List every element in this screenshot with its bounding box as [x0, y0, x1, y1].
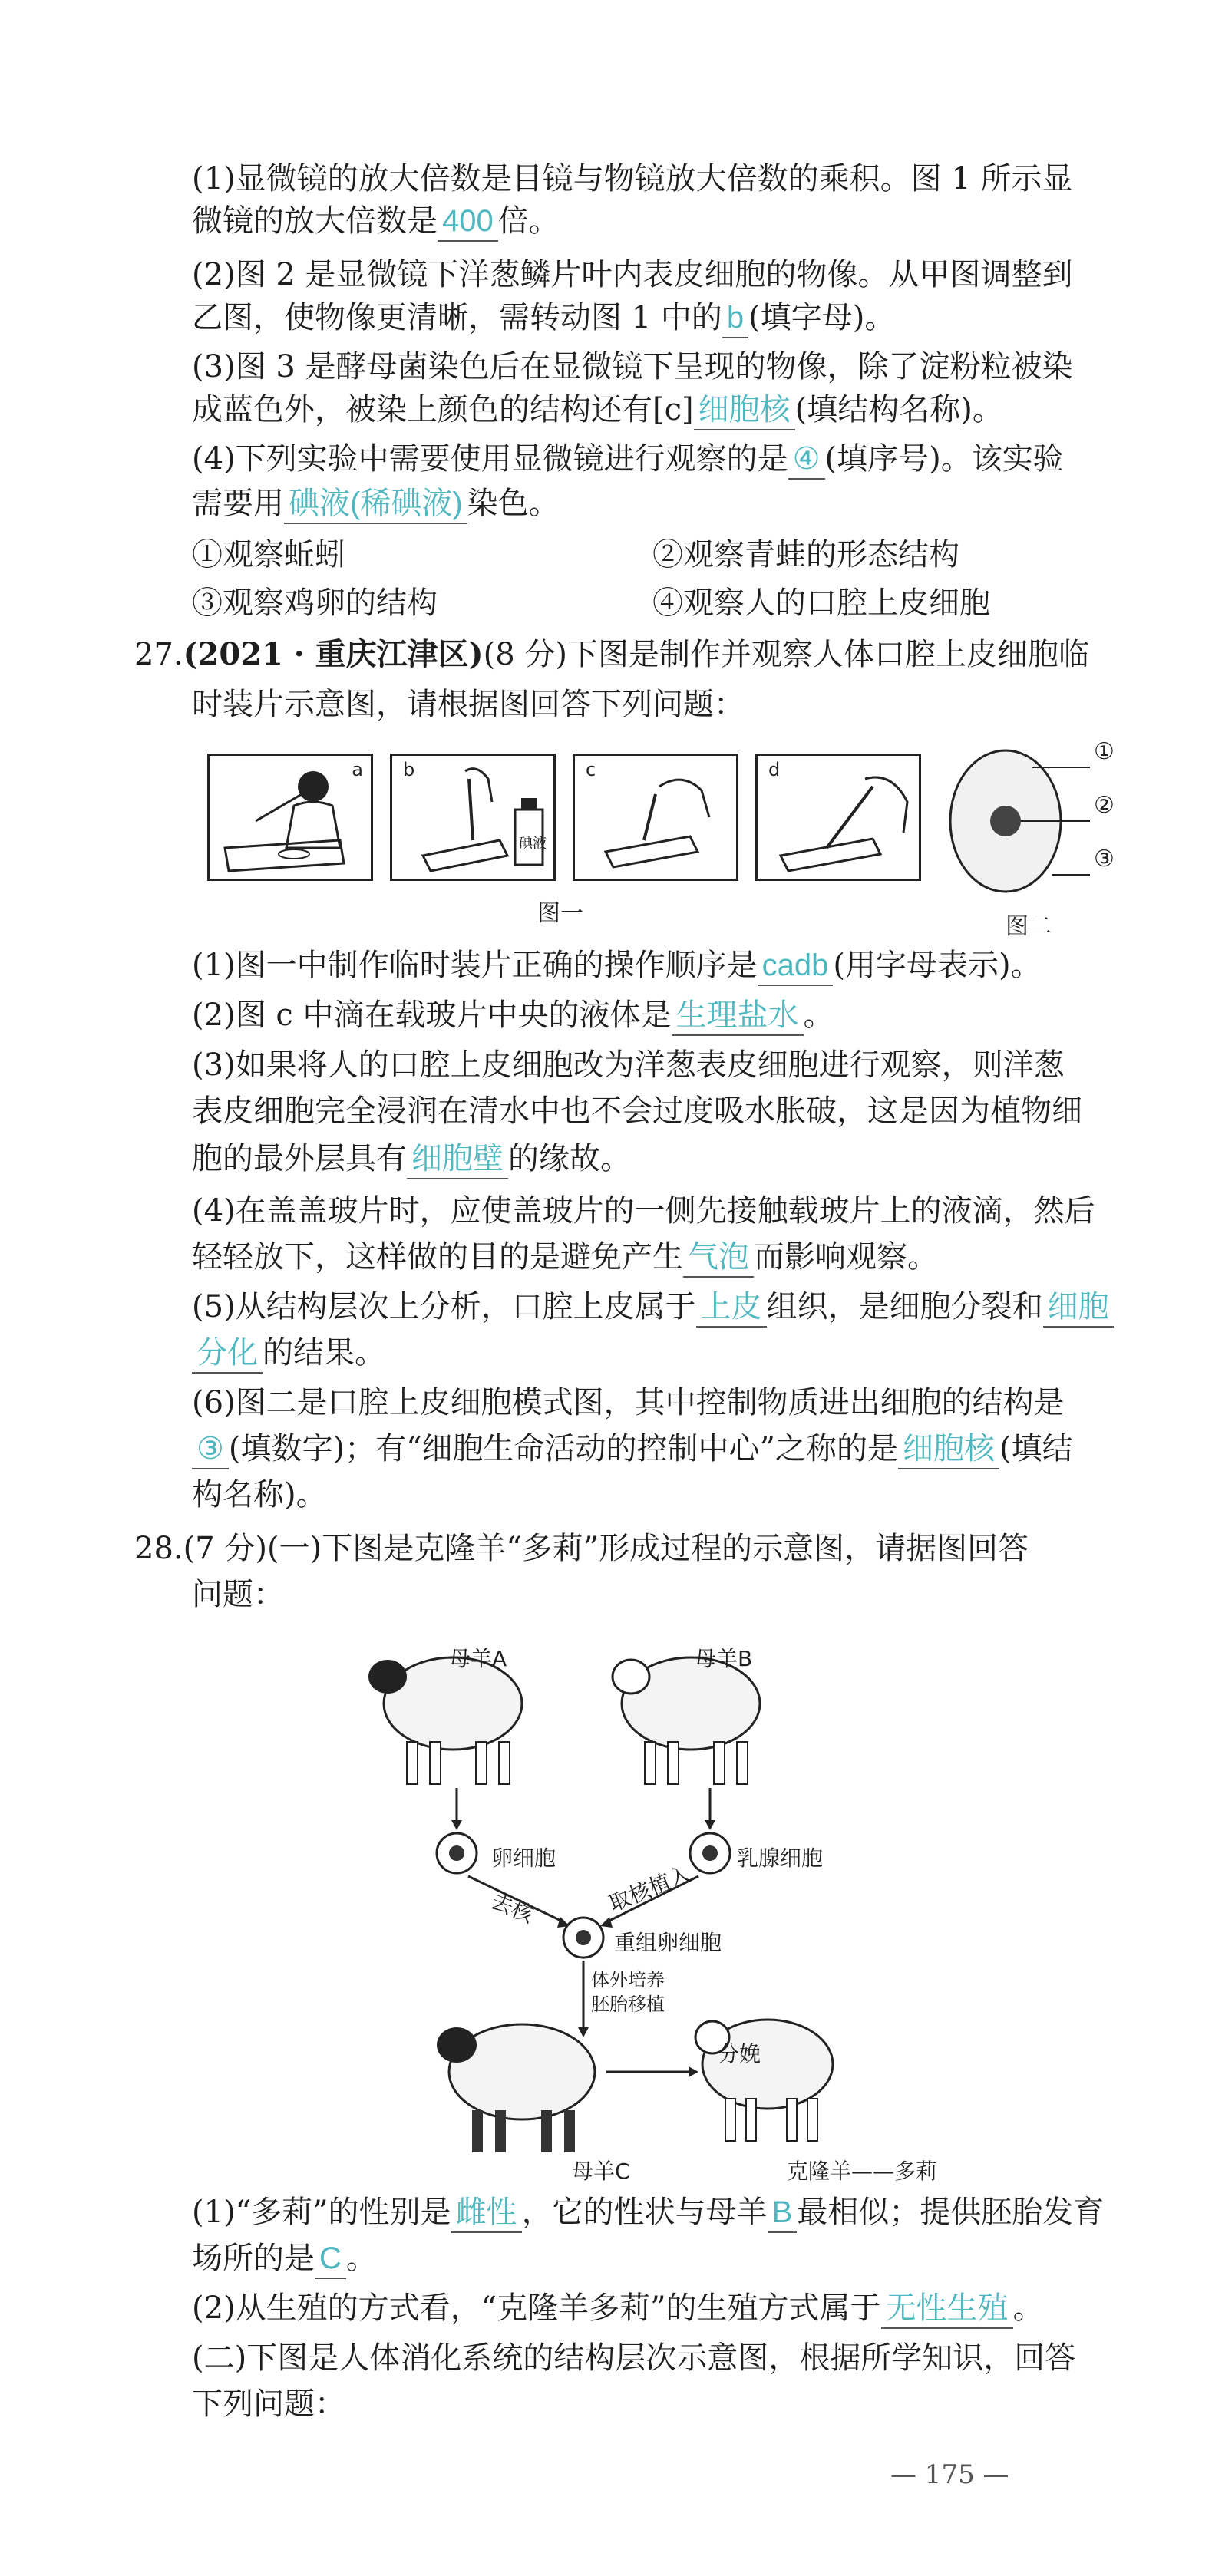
answer-blank: ③ [192, 1430, 229, 1469]
q26-line8: 需要用 碘液(稀碘液) 染色。 [192, 482, 560, 525]
figure1-panel-d [755, 754, 921, 881]
dropping-illustration [575, 756, 736, 879]
sheep-c-illustration [437, 2024, 595, 2152]
q28-part2-line2: 下列问题： [192, 2386, 345, 2422]
answer-blank: 400 [438, 202, 498, 242]
label-nucleus-transfer: 取核植入 [605, 1861, 695, 1917]
answer-blank: b [722, 298, 748, 338]
q27-sub3-line3: 胞的最外层具有 细胞壁 的缘故。 [192, 1137, 631, 1180]
answer-blank: 雌性 [451, 2193, 522, 2233]
answer-blank: 细胞核 [694, 391, 795, 430]
q28-sub1-line2: 场所的是 C 。 [192, 2237, 377, 2280]
label-sheep-a: 母羊A [449, 1646, 507, 1671]
cell-label-1: ① [1094, 738, 1115, 765]
answer-blank: 气泡 [683, 1238, 754, 1278]
panel-label: c [586, 759, 596, 780]
answer-blank: 细胞核 [898, 1430, 999, 1469]
answer-blank: cadb [758, 946, 834, 986]
q28-sub1-line1: (1)“多莉”的性别是 雌性 ，它的性状与母羊 B 最相似；提供胚胎发育 [192, 2191, 1104, 2234]
panel-label: b [403, 759, 415, 780]
q26-line4: 乙图，使物像更清晰，需转动图 1 中的 b (填字母)。 [192, 296, 895, 339]
figure1-panel-c [573, 754, 738, 881]
answer-blank: C [315, 2239, 346, 2279]
q26-line6: 成蓝色外，被染上颜色的结构还有[c] 细胞核 (填结构名称)。 [192, 388, 1003, 431]
q27-sub5-line1: (5)从结构层次上分析，口腔上皮属于 上皮 组织，是细胞分裂和 细胞 [192, 1285, 1114, 1328]
answer-blank: 细胞壁 [407, 1140, 508, 1179]
label-sheep-b: 母羊B [695, 1646, 753, 1671]
answer-blank: 分化 [192, 1334, 263, 1374]
label-in-vitro-culture: 体外培养 [591, 1969, 665, 1991]
option-1: ①观察蚯蚓 [192, 537, 345, 572]
q28-heading-2: 问题： [192, 1577, 284, 1612]
label-birth: 分娩 [718, 2041, 761, 2066]
dolly-illustration [695, 2020, 833, 2141]
label-recombined-egg: 重组卵细胞 [614, 1930, 722, 1955]
q27-heading: 27.(2021 · 重庆江津区)(8 分)下图是制作并观察人体口腔上皮细胞临 [134, 636, 1089, 672]
q26-line5: (3)图 3 是酵母菌染色后在显微镜下呈现的物像，除了淀粉粒被染 [192, 349, 1073, 384]
q27-sub3-line1: (3)如果将人的口腔上皮细胞改为洋葱表皮细胞进行观察，则洋葱 [192, 1047, 1065, 1083]
answer-blank: ④ [788, 440, 825, 480]
figure2-caption: 图二 [1006, 913, 1052, 940]
answer-blank: 碘液(稀碘液) [284, 484, 467, 524]
q27-sub4-line1: (4)在盖盖玻片时，应使盖玻片的一侧先接触载玻片上的液滴，然后 [192, 1193, 1095, 1229]
q27-sub5-line2: 分化 的结果。 [192, 1331, 385, 1374]
label-enucleate: 去核 [487, 1888, 537, 1928]
q28-sub2: (2)从生殖的方式看，“克隆羊多莉”的生殖方式属于 无性生殖 。 [192, 2287, 1044, 2330]
label-egg-cell: 卵细胞 [491, 1845, 556, 1871]
option-2: ②观察青蛙的形态结构 [652, 537, 959, 572]
label-mammary-cell: 乳腺细胞 [737, 1845, 824, 1871]
q27-sub6-line2: ③ (填数字)；有“细胞生命活动的控制中心”之称的是 细胞核 (填结 [192, 1427, 1073, 1470]
q26-line1: (1)显微镜的放大倍数是目镜与物镜放大倍数的乘积。图 1 所示显 [192, 161, 1073, 196]
q27-sub1: (1)图一中制作临时装片正确的操作顺序是 cadb (用字母表示)。 [192, 944, 1042, 987]
q27-sub6-line1: (6)图二是口腔上皮细胞模式图，其中控制物质进出细胞的结构是 [192, 1385, 1065, 1420]
q27-heading-2: 时装片示意图，请根据图回答下列问题： [192, 687, 745, 722]
sheep-b-illustration [613, 1657, 760, 1784]
q28-part2-line1: (二)下图是人体消化系统的结构层次示意图，根据所学知识，回答 [192, 2340, 1076, 2376]
answer-blank: 上皮 [696, 1288, 767, 1328]
q27-sub6-line3: 构名称)。 [192, 1477, 327, 1512]
answer-blank: 生理盐水 [672, 996, 804, 1036]
q26-line7: (4)下列实验中需要使用显微镜进行观察的是 ④ (填序号)。该实验 [192, 437, 1064, 480]
answer-blank: 无性生殖 [881, 2289, 1013, 2329]
scraping-illustration [210, 756, 371, 879]
sheep-a-illustration [368, 1657, 522, 1784]
page-number: — 175 — [890, 2459, 1009, 2490]
label-dolly: 克隆羊——多莉 [787, 2159, 938, 2184]
option-4: ④观察人的口腔上皮细胞 [652, 585, 990, 621]
q26-line3: (2)图 2 是显微镜下洋葱鳞片叶内表皮细胞的物像。从甲图调整到 [192, 257, 1073, 292]
q27-sub2: (2)图 c 中滴在载玻片中央的液体是 生理盐水 。 [192, 994, 834, 1037]
figure1-caption: 图一 [537, 900, 583, 927]
q28-heading: 28.(7 分)(一)下图是克隆羊“多莉”形成过程的示意图，请据图回答 [134, 1531, 1029, 1566]
label-embryo-transfer: 胚胎移植 [591, 1994, 665, 2015]
staining-illustration [392, 756, 553, 879]
figure1-panel-b [390, 754, 556, 881]
cell-diagram [936, 737, 1090, 905]
option-3: ③观察鸡卵的结构 [192, 585, 438, 621]
panel-label: a [352, 759, 363, 780]
answer-blank: B [768, 2193, 798, 2233]
figure1-panel-a [207, 754, 373, 881]
cell-label-2: ② [1094, 792, 1115, 819]
cover-slip-illustration [758, 756, 919, 879]
iodine-bottle-label: 碘液 [519, 836, 547, 852]
cell-label-3: ③ [1094, 846, 1115, 872]
q27-sub4-line2: 轻轻放下，这样做的目的是避免产生 气泡 而影响观察。 [192, 1235, 938, 1278]
q27-sub3-line2: 表皮细胞完全浸润在清水中也不会过度吸水胀破，这是因为植物细 [192, 1093, 1082, 1129]
panel-label: d [768, 759, 781, 780]
q26-line2: 微镜的放大倍数是 400 倍。 [192, 200, 560, 242]
label-sheep-c: 母羊C [572, 2159, 630, 2184]
answer-blank: 细胞 [1043, 1288, 1114, 1328]
